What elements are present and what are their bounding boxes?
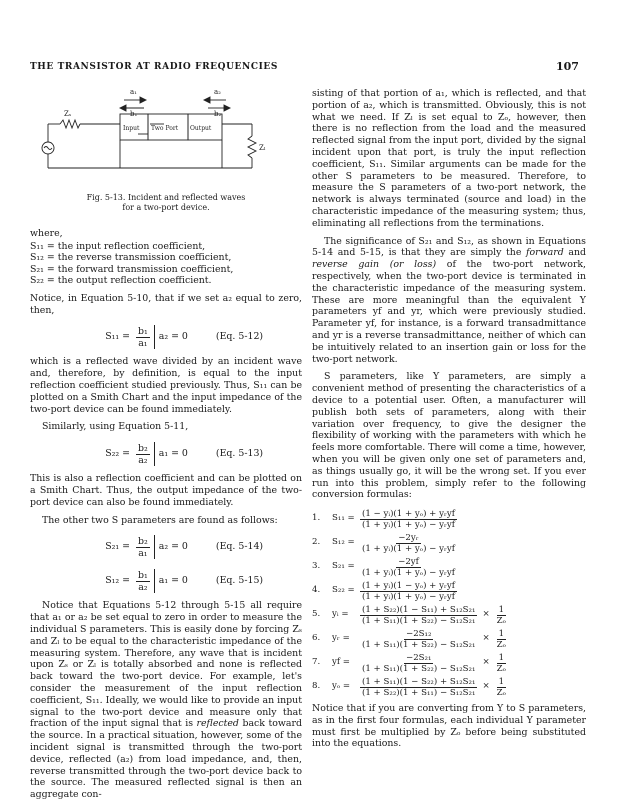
label-b2: b₂ (214, 110, 222, 118)
page-number: 107 (556, 60, 579, 73)
label-zs: Zₛ (64, 110, 72, 118)
paragraph: sisting of that portion of a₁, which is reflected, and that portion of a₂, which is transmitted. Obviously, this is not what we need. If Zₗ is set equal to Zₒ, however, then there is no reflection from the load and the measured reflected signal from the input port, divided by the signal incident upon that port, is truly the input reflection coefficient, S₁₁. Similar arguments can be made for the other S parameters to be measured. Therefore, to measure the S parameters of a two-port network, the network is always terminated (source and load) in the characteristic impedance of the measuring system; thus, eliminating all reflections from the terminations. (312, 88, 586, 229)
label-a1: a₁ (130, 88, 137, 96)
b2-arrowhead (224, 105, 230, 111)
paragraph: The significance of S₂₁ and S₁₂, as shown in Equations 5-14 and 5-15, is that they are simply the forward and reverse gain (or loss) of the two-port network, respectively, when the two-port device is terminated in the characteristic impedance of the measuring system. These are more meaningful than the equivalent Y parameters yf and yr, which were previously studied. Parameter yf, for instance, is a forward transadmittance and yr is a reverse transadmittance, neither of which can be intuitively related to an insertion gain or loss for the two-port network. (312, 235, 586, 365)
paragraph: The other two S parameters are found as follows: (42, 514, 278, 526)
formula-row: 3. S₂₁ = $\frac{-2yf}{\text{(1 + yᵢ)(1 + yₒ) − yᵣyf}}$ (312, 556, 455, 578)
label-two-port: Two Port (151, 125, 179, 132)
formula-row: 4. S₂₂ = $\frac{\text{(1 + yᵢ)(1 − yₒ) + yᵣyf}}{\text{(1 + yᵢ)(1 + yₒ) − yᵣyf}}$ (312, 580, 455, 602)
paragraph: Notice that if you are converting from Y to S parameters, as in the first four formulas, each individual Y parameter must first be multiplied by Zₒ before being substituted into the equations. (312, 703, 586, 750)
paragraph: Notice, in Equation 5-10, that if we set a₂ equal to zero, then, (30, 292, 302, 316)
conversion-formulas (312, 507, 586, 699)
label-a2: a₂ (214, 88, 221, 96)
paragraph: Similarly, using Equation 5-11, (42, 421, 189, 433)
equation-5-13: S₂₂ = $\frac{\text{b₂}}{\text{a₂}}$ a₁ = 0 (Eq. 5-13) (105, 442, 264, 466)
def-item: S₁₁ = the input reflection coefficient, (30, 240, 206, 252)
def-item: S₂₂ = the output reflection coefficient. (30, 275, 212, 287)
paragraph: which is a reflected wave divided by an incident wave and, therefore, by definition, is equal to the input reflection coefficient studied previously. Thus, S₁₁ can be plotted on a Smith Chart and the input impedance of the two-port device can be found immediately. (30, 356, 302, 415)
definitions-list (30, 241, 302, 287)
formula-row: 6. yᵣ = $\frac{\text{−2S₁₂}}{\text{(1 + S₁₁)(1 + S₂₂) − S₁₂S₂₁}}$ × $\frac{1}{\text{Zₒ}}$ (312, 628, 506, 650)
equation-5-15: S₁₂ = $\frac{\text{b₁}}{\text{a₂}}$ a₁ = 0 (Eq. 5-15) (105, 569, 264, 593)
a1-arrowhead (140, 97, 146, 103)
label-output: Output (190, 125, 212, 132)
def-item: S₁₂ = the reverse transmission coefficient, (30, 252, 232, 264)
formula-row: 1. S₁₁ = $\frac{\text{(1 − yᵢ)(1 + yₒ) + yᵣyf}}{\text{(1 + yᵢ)(1 + yₒ) − yᵣyf}}$ (312, 508, 455, 530)
formula-row: 7. yf = $\frac{\text{−2S₂₁}}{\text{(1 + S₁₁)(1 + S₂₂) − S₁₂S₂₁}}$ × $\frac{1}{\text{Zₒ}}$ (312, 652, 506, 674)
figure-caption: Fig. 5-13. Incident and reflected waves for a two-port device. (86, 193, 246, 212)
equation-5-12: S₁₁ = $\frac{\text{b₁}}{\text{a₁}}$ a₂ = 0 (Eq. 5-12) (105, 325, 264, 349)
equation-5-14: S₂₁ = $\frac{\text{b₂}}{\text{a₁}}$ a₂ = 0 (Eq. 5-14) (105, 535, 264, 559)
running-header: THE TRANSISTOR AT RADIO FREQUENCIES (30, 62, 278, 72)
paragraph: S parameters, like Y parameters, are simply a convenient method of presenting the characteristics of a device to a potential user. Often, a manufacturer will publish both sets of parameters, along with their variation over frequency, to give the designer the flexibility of working with the parameters with which he feels more comfortable. There will come a time, however, when you will be given only one set of parameters and, as things usually go, it will be the wrong set. If you ever run into this problem, simply refer to the following conversion formulas: (312, 371, 586, 501)
where-label: where, (30, 228, 63, 239)
a2-arrowhead (204, 97, 210, 103)
formula-row: 8. yₒ = $\frac{\text{(1 + S₁₁)(1 − S₂₂) + S₁₂S₂₁}}{\text{(1 + S₂₂)(1 + S₁₁) − S₁₂S₂₁}}$ × $\frac{1}{\text{Zₒ}}$ (312, 676, 506, 698)
zl-resistor (248, 136, 256, 158)
zs-resistor (60, 120, 80, 128)
paragraph: Notice that Equations 5-12 through 5-15 all require that a₁ or a₂ be set equal to zero in order to measure the individual S parameters. This is easily done by forcing Zₛ and Zₗ to be equal to the characteristic impedance of the measuring system. Therefore, any wave that is incident upon Zₛ or Zₗ is totally absorbed and none is reflected back toward the two-port device. For example, let's consider the measurement of the input reflection coefficient, S₁₁. Ideally, we would like to provide an input signal to the two-port device and measure only that fraction of the input signal that is reflected back toward the source. In a practical situation, however, some of the incident signal is transmitted through the two-port device, reflected (a₂) from load impedance, and, then, reverse transmitted through the two-port device back to the source. The measured reflected signal is then an aggregate con- (30, 600, 302, 801)
label-b1: b₁ (130, 110, 138, 118)
right-column (312, 88, 586, 756)
formula-row: 5. yᵢ = $\frac{\text{(1 + S₂₂)(1 − S₁₁) + S₁₂S₂₁}}{\text{(1 + S₁₁)(1 + S₂₂) − S₁₂S₂₁}}$ × $\frac{1}{\text{Zₒ}}$ (312, 604, 506, 626)
paragraph: This is also a reflection coefficient and can be plotted on a Smith Chart. Thus, the output impedance of the two-port device can also be found immediately. (30, 473, 302, 508)
label-input: Input (123, 125, 140, 132)
left-column (30, 228, 302, 807)
formula-row: 2. S₁₂ = $\frac{\text{−2yᵣ}}{\text{(1 + yᵢ)(1 + yₒ) − yᵣyf}}$ (312, 532, 455, 554)
label-zl: Zₗ (259, 144, 266, 152)
def-item: S₂₁ = the forward transmission coefficient, (30, 263, 234, 275)
b1-arrowhead (120, 105, 126, 111)
